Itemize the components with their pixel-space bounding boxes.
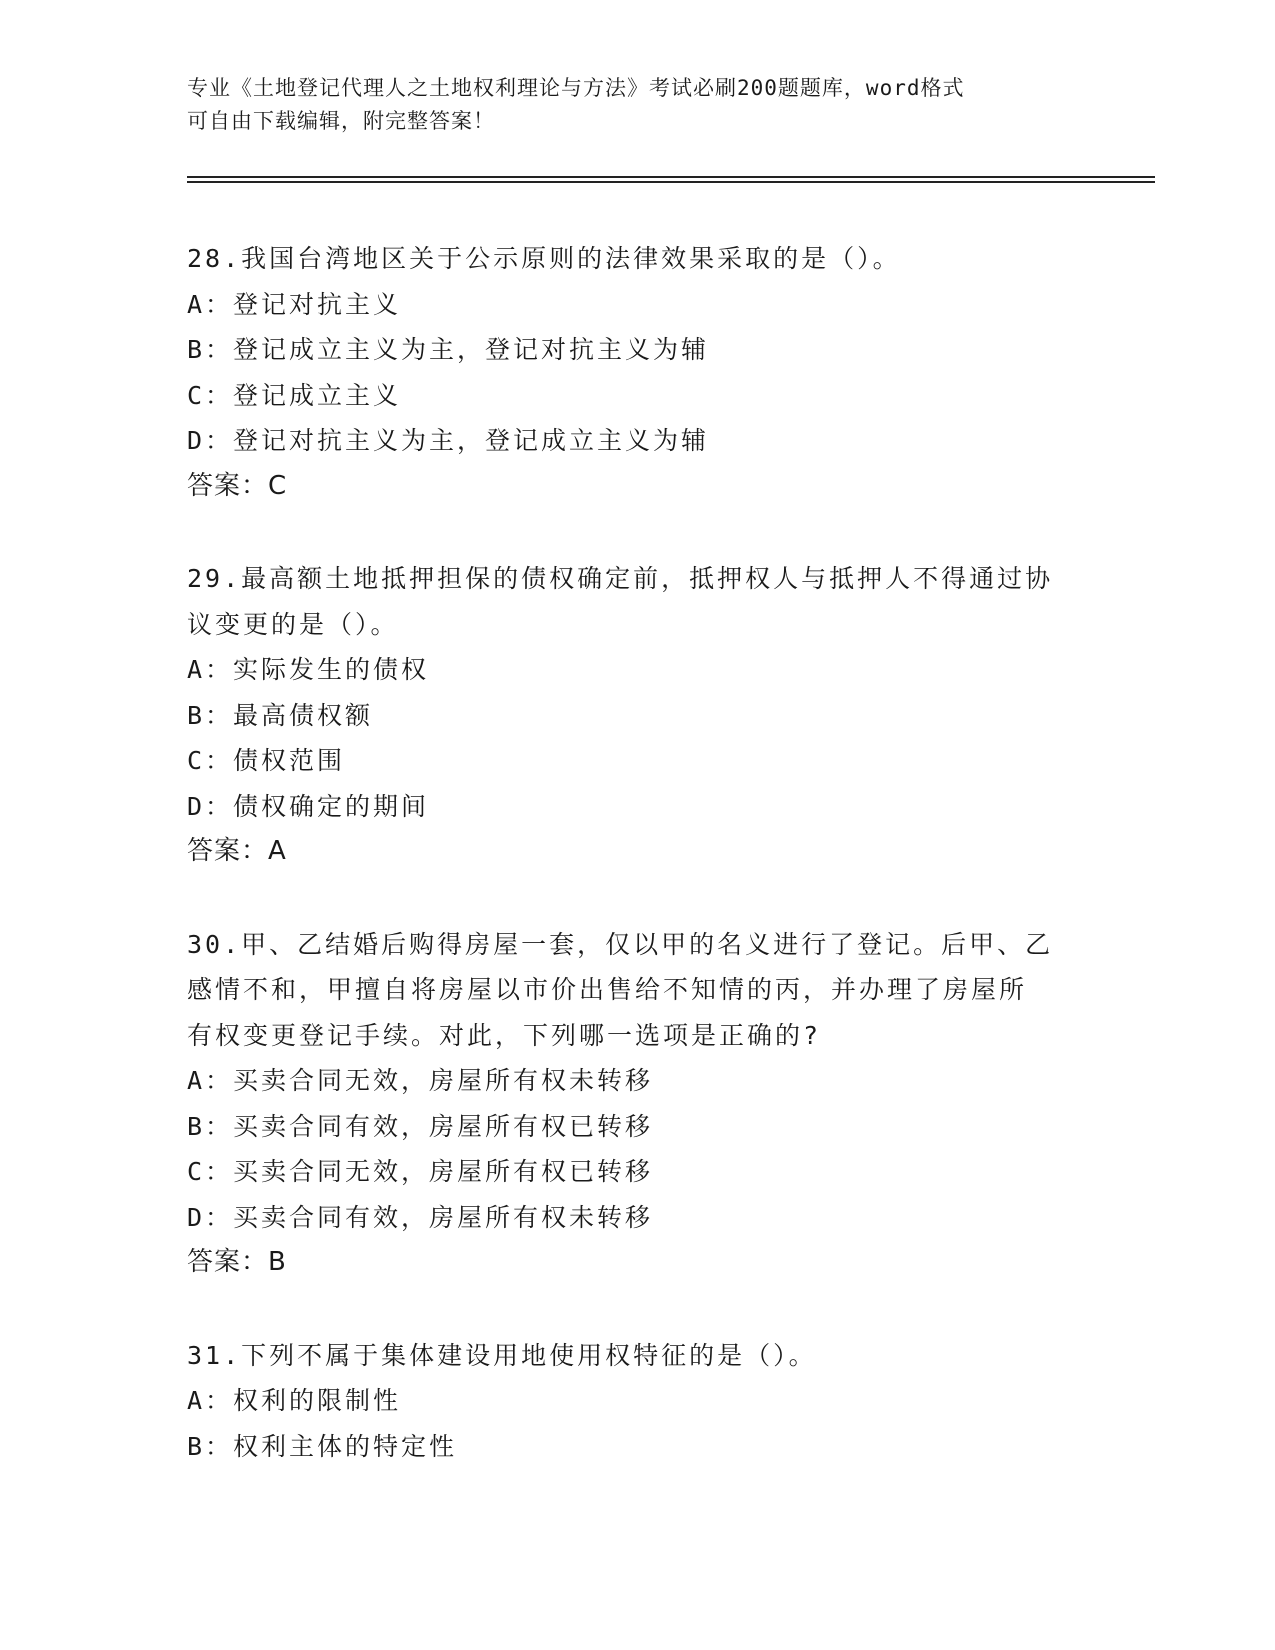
option-b: B：权利主体的特定性 [187, 1431, 458, 1461]
answer-label: 答案：B [187, 1247, 287, 1277]
question-stem: 28.我国台湾地区关于公示原则的法律效果采取的是（）。 [187, 244, 901, 273]
question-30 [187, 922, 1087, 1286]
question-29 [187, 556, 1087, 875]
option-b: B：登记成立主义为主，登记对抗主义为辅 [187, 335, 710, 364]
option-b: B：最高债权额 [187, 700, 374, 730]
option-d: D：登记对抗主义为主，登记成立主义为辅 [187, 426, 710, 455]
option-c: C：登记成立主义 [187, 380, 402, 410]
question-28 [187, 236, 1087, 509]
option-a: A：实际发生的债权 [187, 655, 430, 684]
question-stem: 30.甲、乙结婚后购得房屋一套，仅以甲的名义进行了登记。后甲、乙 [187, 929, 1054, 959]
header-divider-bottom [187, 181, 1155, 183]
header-divider-top [187, 176, 1155, 178]
option-a: A：登记对抗主义 [187, 289, 402, 319]
option-c: C：买卖合同无效，房屋所有权已转移 [187, 1157, 654, 1186]
option-b: B：买卖合同有效，房屋所有权已转移 [187, 1111, 654, 1141]
header-line-2: 可自由下载编辑，附完整答案！ [187, 109, 495, 133]
header-line-1: 专业《土地登记代理人之土地权利理论与方法》考试必刷200题题库，word格式 [187, 76, 965, 100]
document-header [187, 72, 1087, 138]
answer-label: 答案：A [187, 836, 287, 866]
option-a: A：权利的限制性 [187, 1386, 402, 1415]
option-d: D：买卖合同有效，房屋所有权未转移 [187, 1202, 654, 1232]
answer-label: 答案：C [187, 470, 288, 501]
question-stem: 31.下列不属于集体建设用地使用权特征的是（）。 [187, 1340, 817, 1370]
question-stem-continued: 感情不和，甲擅自将房屋以市价出售给不知情的丙，并办理了房屋所 [187, 975, 1028, 1004]
option-d: D：债权确定的期间 [187, 791, 430, 821]
option-c: C：债权范围 [187, 746, 346, 775]
question-stem: 29.最高额土地抵押担保的债权确定前，抵押权人与抵押人不得通过协 [187, 564, 1054, 593]
question-stem-continued: 有权变更登记手续。对此，下列哪一选项是正确的? [187, 1020, 822, 1050]
question-stem-continued: 议变更的是（）。 [187, 609, 399, 639]
option-a: A：买卖合同无效，房屋所有权未转移 [187, 1066, 654, 1095]
question-list [187, 236, 1087, 1516]
question-31 [187, 1333, 1087, 1470]
